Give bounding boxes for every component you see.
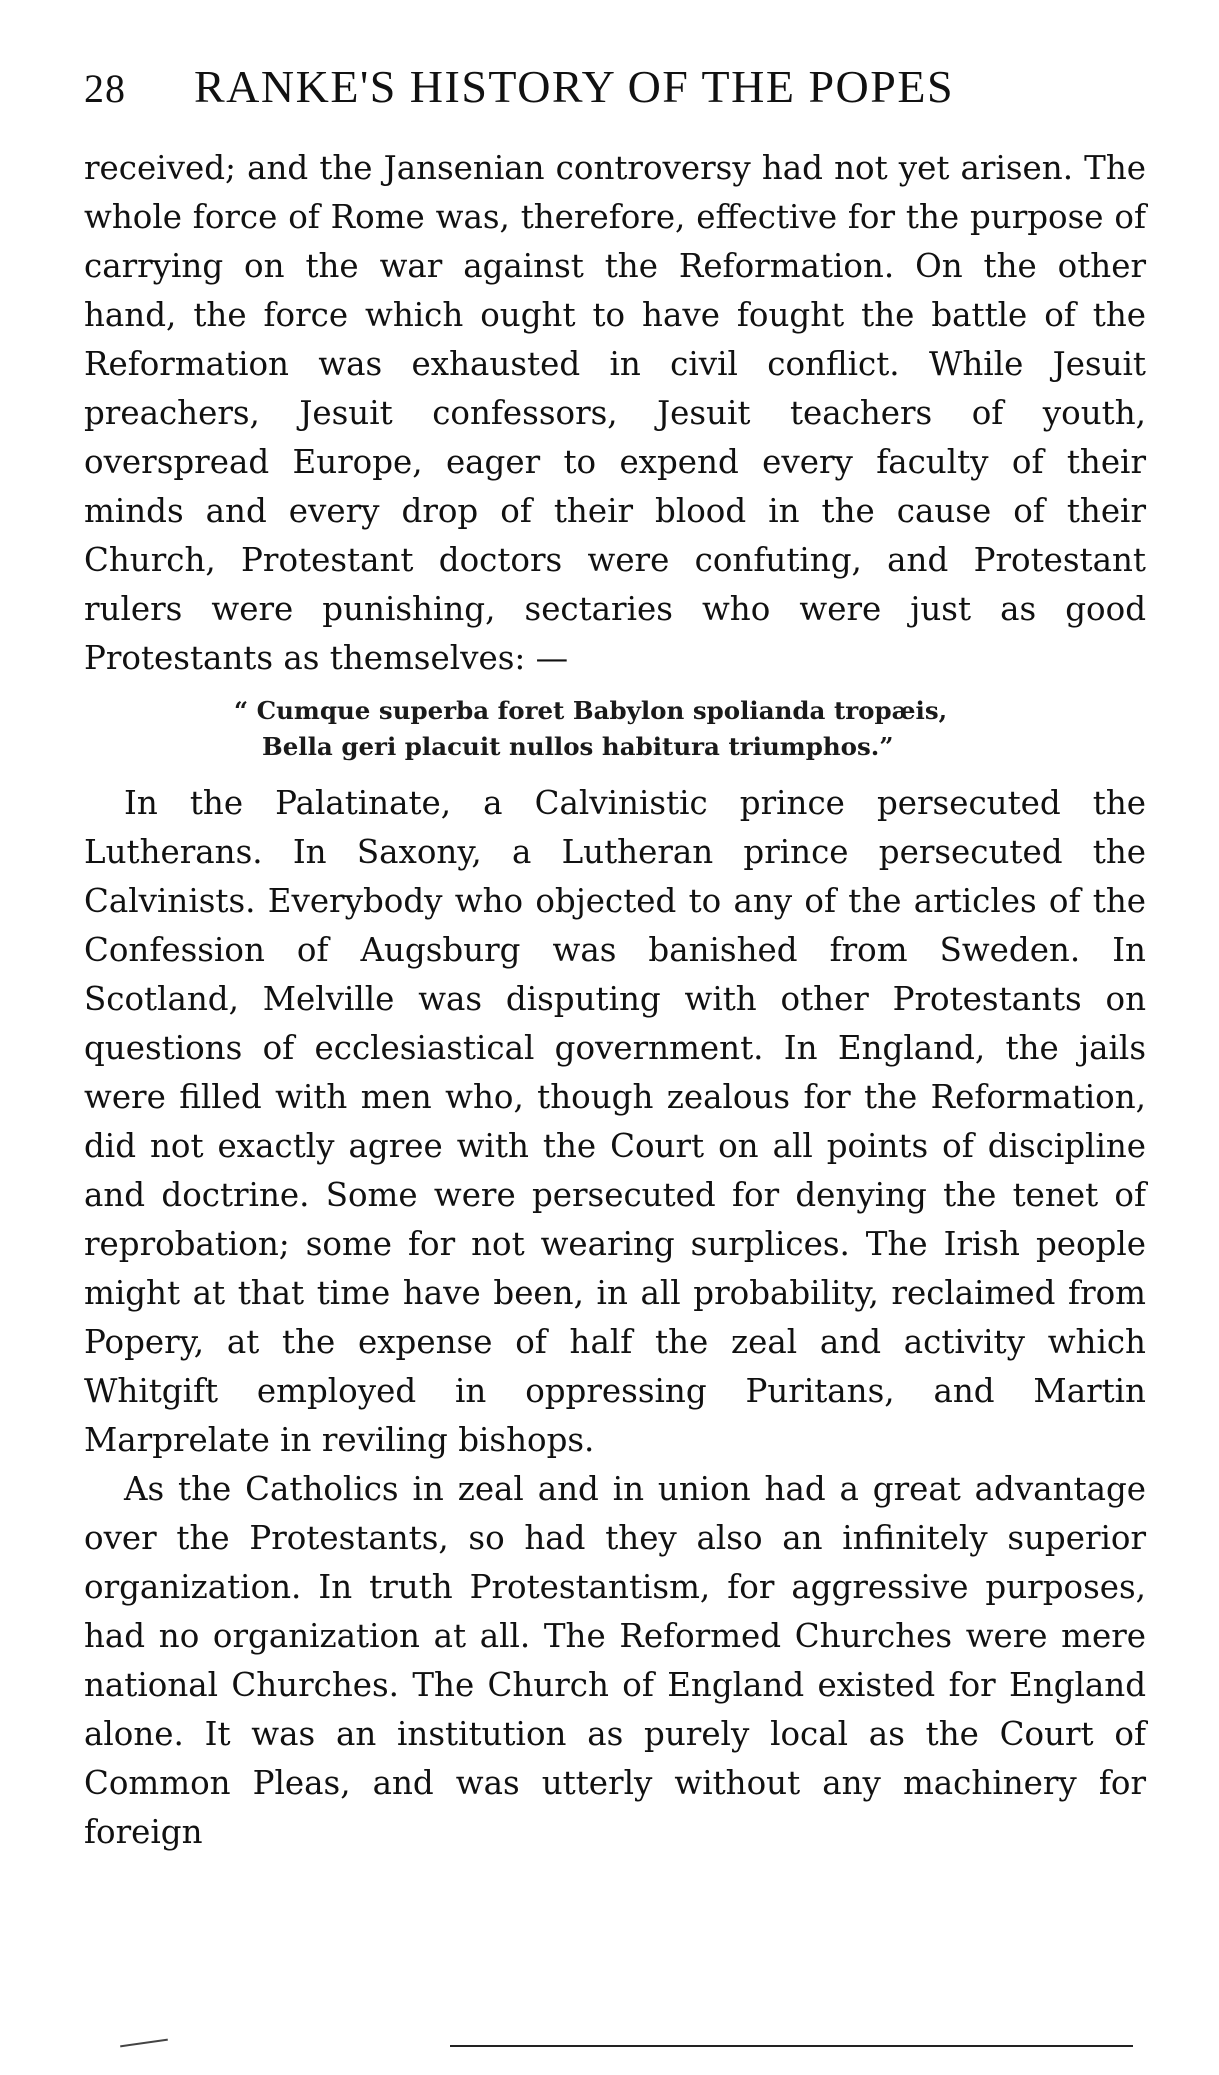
book-page: [84, 60, 1146, 1857]
quote-line-1: “ Cumque superba foret Babylon spolianda tropæis,: [234, 696, 948, 725]
footer-mark: [120, 2039, 168, 2048]
paragraph-2: In the Palatinate, a Calvinistic prince persecuted the Lutherans. In Saxony, a Lutheran prince persecuted the Calvinists. Everybody who objected to any of the articles of the Confession of Augsburg was banished from Sweden. In Scotland, Melville was disputing with other Protestants on questions of ecclesiastical government. In England, the jails were filled with men who, though zealous for the Reformation, did not exactly agree with the Court on all points of discipline and doctrine. Some were persecuted for denying the tenet of reprobation; some for not wearing surplices. The Irish people might at that time have been, in all probability, reclaimed from Popery, at the expense of half the zeal and activity which Whitgift employed in oppressing Puritans, and Martin Marprelate in reviling bishops.: [84, 784, 1146, 1459]
running-title: RANKE'S HISTORY OF THE POPES: [194, 61, 955, 112]
page-header: [84, 60, 1146, 122]
paragraph-3: As the Catholics in zeal and in union had a great advantage over the Protestants, so had they also an infinitely superior organization. In truth Protestantism, for aggressive purposes, had no organization at all. The Reformed Churches were mere national Churches. The Church of England existed for England alone. It was an institution as purely local as the Court of Common Pleas, and was utterly without any machinery for foreign: [84, 1470, 1146, 1851]
latin-quotation: [234, 693, 1146, 765]
quote-line-2: Bella geri placuit nullos habitura triumphos.”: [262, 732, 894, 761]
paragraph-1: received; and the Jansenian controversy had not yet arisen. The whole force of Rome was, therefore, effective for the purpose of carrying on the war against the Reformation. On the other hand, the force which ought to have fought the battle of the Reformation was exhausted in civil conflict. While Jesuit preachers, Jesuit confessors, Jesuit teachers of youth, overspread Europe, eager to expend every faculty of their minds and every drop of their blood in the cause of their Church, Protestant doctors were confuting, and Protestant rulers were punishing, sectaries who were just as good Protestants as themselves: —: [84, 149, 1146, 677]
footer-rule: [450, 2045, 1133, 2047]
page-number: 28: [84, 66, 126, 111]
